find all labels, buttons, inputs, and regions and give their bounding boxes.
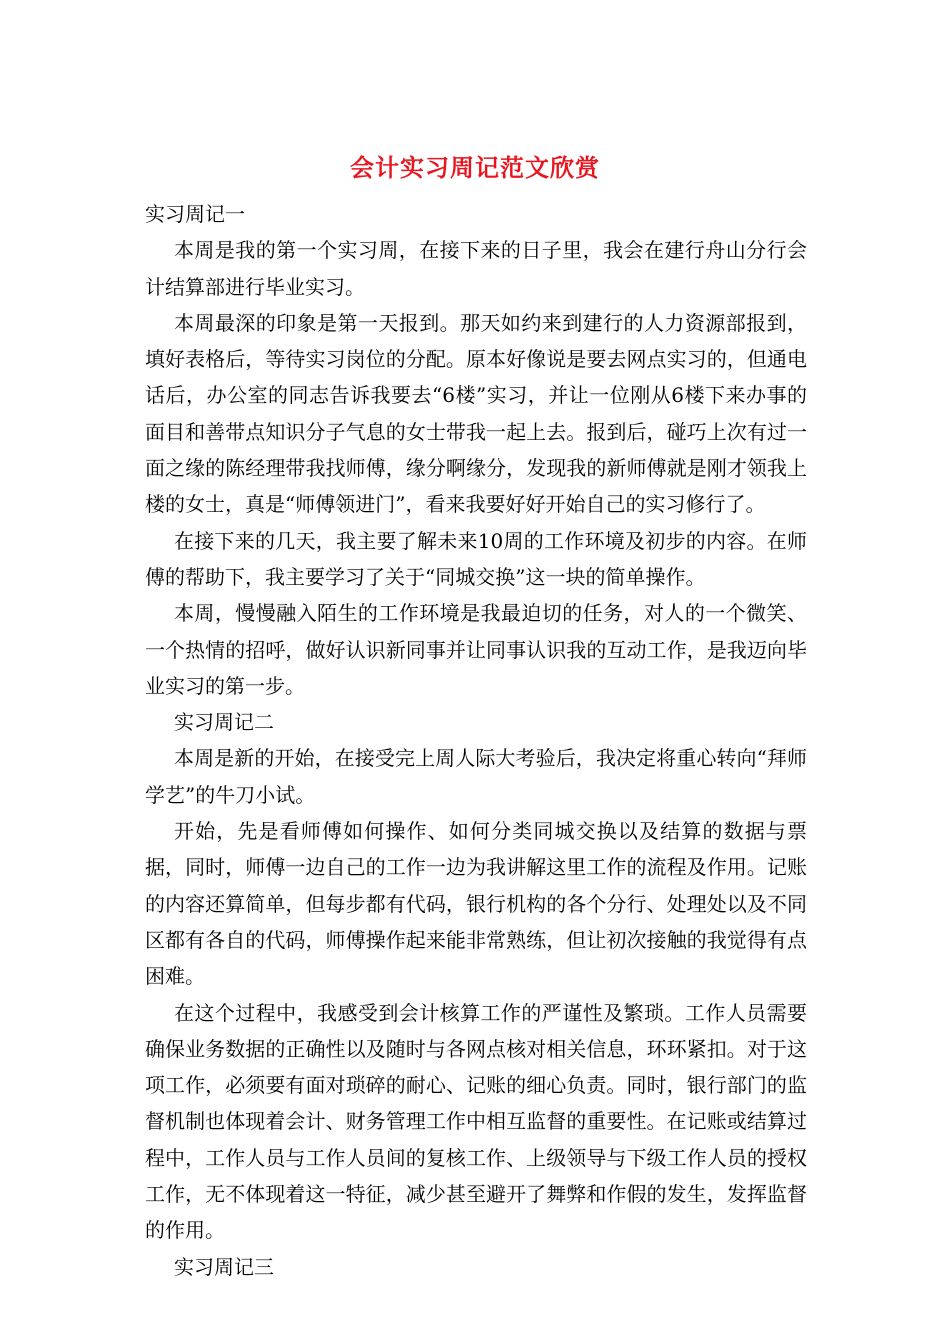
paragraph: 本周，慢慢融入陌生的工作环境是我最迫切的任务，对人的一个微笑、一个热情的招呼，做好认识新同事并让同事认识我的互动工作，是我迈向毕业实习的第一步。 [145, 601, 807, 698]
paragraph: 在接下来的几天，我主要了解未来10周的工作环境及初步的内容。在师傅的帮助下，我主要学习了关于“同城交换”这一块的简单操作。 [145, 528, 807, 589]
section-heading-week-1: 实习周记一 [145, 202, 245, 226]
paragraph: 本周是新的开始，在接受完上周人际大考验后，我决定将重心转向“拜师学艺”的牛刀小试。 [145, 746, 807, 807]
section-heading-week-2: 实习周记二 [174, 710, 274, 735]
paragraph: 在这个过程中，我感受到会计核算工作的严谨性及繁琐。工作人员需要确保业务数据的正确性以及随时与各网点核对相关信息，环环紧扣。对于这项工作，必须要有面对琐碎的耐心、记账的细心负责。同时，银行部门的监督机制也体现着会计、财务管理工作中相互监督的重要性。在记账或结算过程中，工作人员与工作人员间的复核工作、上级领导与下级工作人员的授权工作，无不体现着这一特征，减少甚至避开了舞弊和作假的发生，发挥监督的作用。 [145, 1000, 807, 1243]
document-body [145, 196, 807, 1285]
paragraph: 本周最深的印象是第一天报到。那天如约来到建行的人力资源部报到，填好表格后，等待实习岗位的分配。原本好像说是要去网点实习的，但通电话后，办公室的同志告诉我要去“6楼”实习，并让一位刚从6楼下来办事的面目和善带点知识分子气息的女士带我一起上去。报到后，碰巧上次有过一面之缘的陈经理带我找师傅，缘分啊缘分，发现我的新师傅就是刚才领我上楼的女士，真是“师傅领进门”，看来我要好好开始自己的实习修行了。 [145, 310, 807, 517]
paragraph: 开始，先是看师傅如何操作、如何分类同城交换以及结算的数据与票据，同时，师傅一边自己的工作一边为我讲解这里工作的流程及作用。记账的内容还算简单，但每步都有代码，银行机构的各个分行、处理处以及不同区都有各自的代码，师傅操作起来能非常熟练，但让初次接触的我觉得有点困难。 [145, 819, 807, 989]
document-title: 会计实习周记范文欣赏 [350, 153, 600, 182]
section-heading-week-3: 实习周记三 [174, 1254, 274, 1279]
paragraph: 本周是我的第一个实习周，在接下来的日子里，我会在建行舟山分行会计结算部进行毕业实习。 [145, 238, 807, 299]
